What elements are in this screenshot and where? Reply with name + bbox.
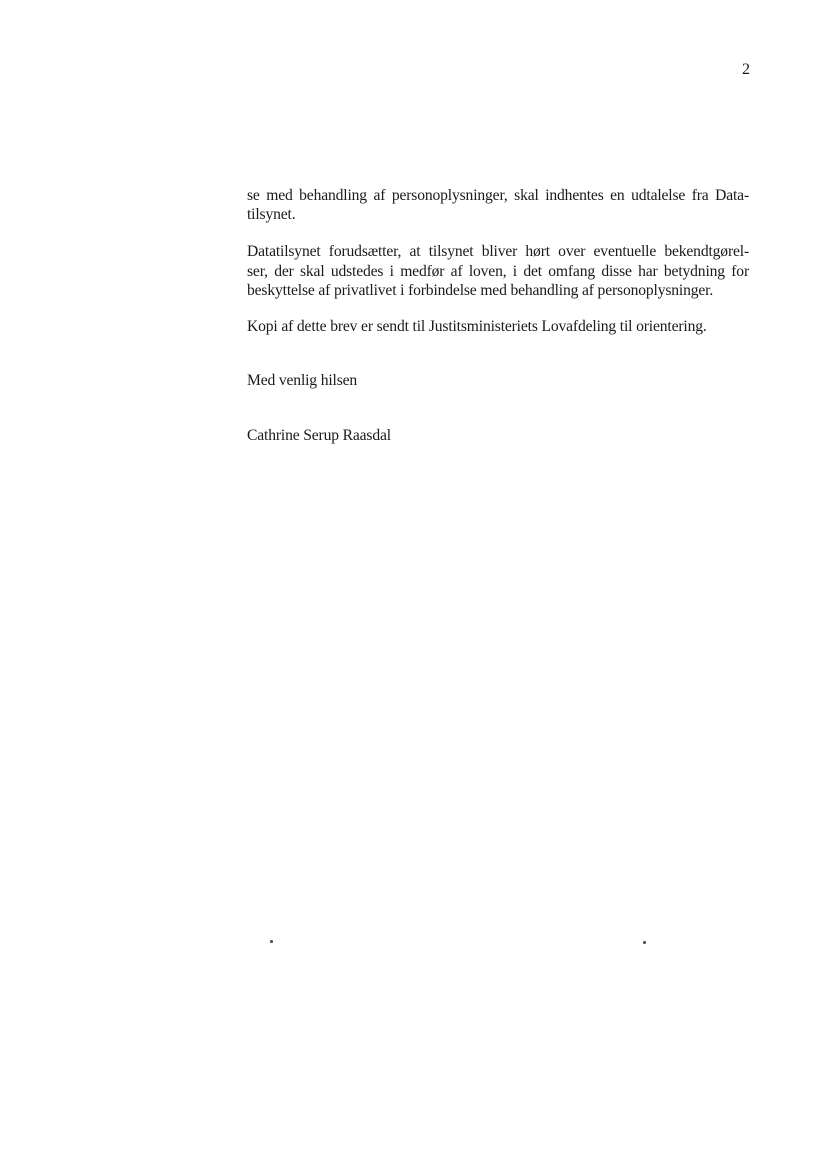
text-line: ser, der skal udstedes i medfør af loven, i det omfang disse har betydning for — [247, 262, 749, 280]
text-line: se med behandling af personoplysninger, skal indhentes en udtalelse fra Data- — [247, 187, 749, 204]
scan-speck — [270, 940, 273, 943]
letter-body — [247, 186, 749, 446]
paragraph — [247, 242, 749, 300]
closing-salutation: Med venlig hilsen — [247, 372, 358, 390]
signature-name: Cathrine Serup Raasdal — [247, 427, 391, 445]
page-number: 2 — [742, 61, 750, 78]
text-line: Datatilsynet forudsætter, at tilsynet bliver hørt over eventuelle bekendtgørel- — [247, 243, 749, 261]
scan-speck — [643, 941, 646, 944]
text-line: Kopi af dette brev er sendt til Justitsministeriets Lovafdeling til orientering. — [247, 318, 707, 336]
text-line: beskyttelse af privatlivet i forbindelse med behandling af personoplysninger. — [247, 281, 714, 299]
text-line: tilsynet. — [247, 206, 296, 224]
paragraph — [247, 186, 749, 224]
paragraph — [247, 317, 749, 336]
